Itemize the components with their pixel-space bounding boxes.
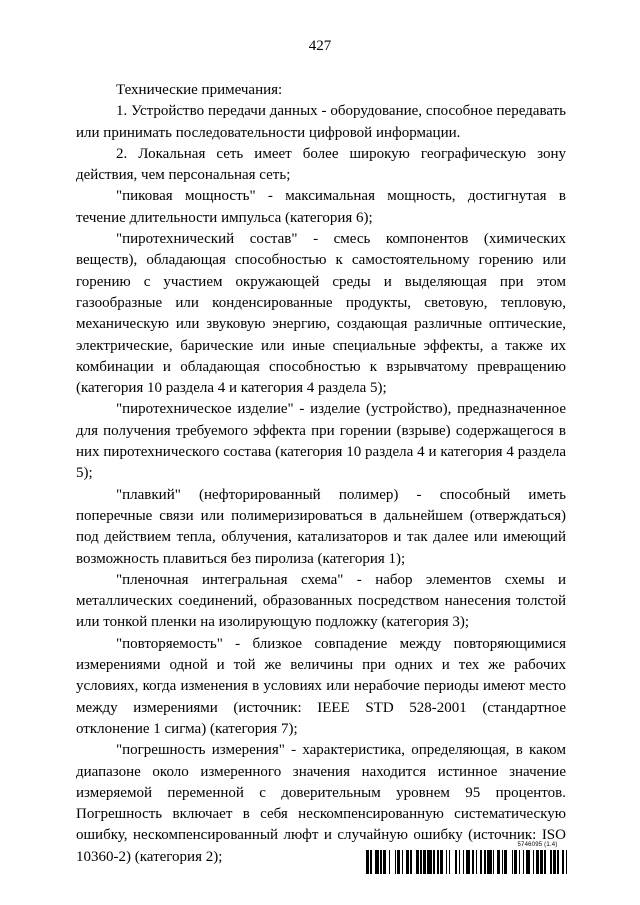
paragraph-peak-power: "пиковая мощность" - максимальная мощность, достигнутая в течение длительности импульса (категория 6); xyxy=(76,188,566,226)
paragraph-pyrotechnic-composition: "пиротехнический состав" - смесь компонентов (химических веществ), обладающая способностью к самостоятельному горению или горению с участием окружающей среды и выделяющая при этом газообразные или конденсированные продукты, световую, тепловую, механическую или звуковую энергию, создающая различные оптические, электрические, барические или иные специальные эффекты, а также их комбинации и обладающая способностью к взрывчатому превращению (категория 10 раздела 4 и категория 4 раздела 5); xyxy=(76,231,566,397)
paragraph-data-transmission-device: 1. Устройство передачи данных - оборудование, способное передавать или принимать последовательности цифровой информации. xyxy=(76,103,566,141)
document-code: 5746095 (1.4) xyxy=(517,842,558,848)
document-body xyxy=(76,80,566,868)
paragraph-pyrotechnic-article: "пиротехническое изделие" - изделие (устройство), предназначенное для получения требуемого эффекта при горении (взрыве) содержащегося в них пиротехнического состава (категория 10 раздела 4 и категория 4 раздела 5); xyxy=(76,401,566,482)
paragraph-repeatability: "повторяемость" - близкое совпадение между повторяющимися измерениями одной и той же величины при одних и тех же рабочих условиях, когда изменения в условиях или нерабочие периоды имеют место между измерениями (источник: IEEE STD 528-2001 (стандартное отклонение 1 сигма) (категория 7); xyxy=(76,635,566,737)
paragraph-film-integrated-circuit: "пленочная интегральная схема" - набор элементов схемы и металлических соединений, образованных посредством нанесения толстой или тонкой пленки на изолирующую подложку (категория 3); xyxy=(76,571,566,631)
paragraph-fusible: "плавкий" (нефторированный полимер) - способный иметь поперечные связи или полимеризироваться в дальнейшем (отверждаться) под действием тепла, облучения, катализаторов и так далее или имеющий возможность плавиться без пиролиза (категория 1); xyxy=(76,486,566,567)
section-heading: Технические примечания: xyxy=(116,82,283,98)
barcode-icon xyxy=(366,850,568,874)
paragraph-local-network: 2. Локальная сеть имеет более широкую географическую зону действия, чем персональная сеть; xyxy=(76,145,566,184)
page-number: 427 xyxy=(308,38,332,54)
paragraph-measurement-uncertainty: "погрешность измерения" - характеристика, определяющая, в каком диапазоне около измеренного значения находится истинное значение измеряемой переменной с доверительным уровнем 95 процентов. Погрешность включает в себя нескомпенсированную систематическую ошибку, нескомпенсированный люфт и случайную ошибку (источник: ISO 10360-2) (категория 2); xyxy=(76,742,566,865)
